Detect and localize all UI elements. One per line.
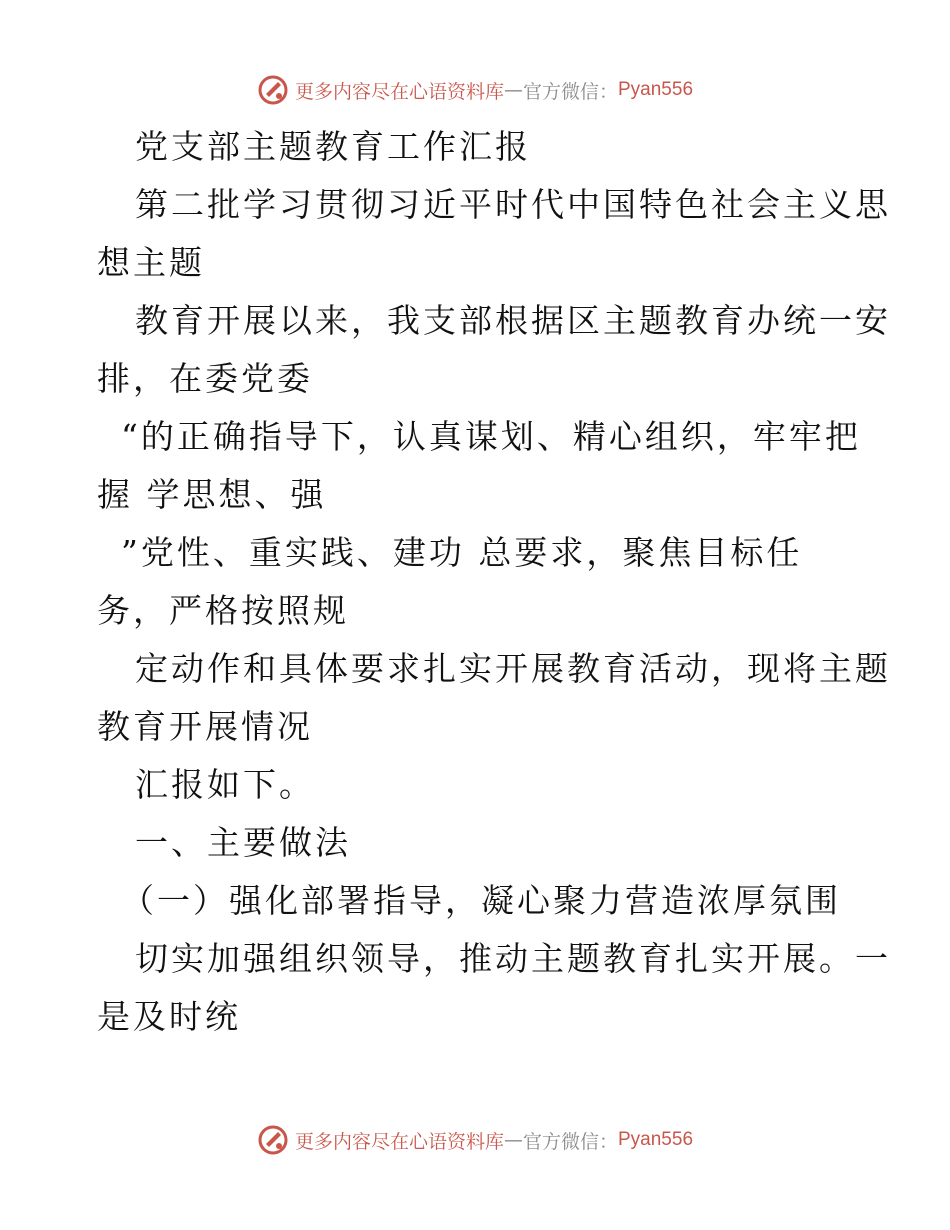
paragraph-line: 定动作和具体要求扎实开展教育活动，现将主题 [135,649,891,688]
paragraph-line: 教育开展以来，我支部根据区主题教育办统一安 [135,301,891,340]
brand-logo-icon [257,1124,289,1156]
paragraph-line: 想主题 [97,243,205,282]
footer-wechat-label: 官方微信： [522,1130,618,1153]
document-title: 党支部主题教育工作汇报 [135,127,531,166]
header-wechat-label: 官方微信： [522,80,618,103]
document-body [97,118,891,1046]
header-wechat-id: Pyan556 [618,79,694,100]
paragraph-line: 务，严格按照规 [97,591,349,630]
footer-wechat-id: Pyan556 [618,1129,694,1150]
paragraph-line: ”党性、重实践、建功 总要求，聚焦目标任 [121,533,803,572]
footer-dash: — [503,1129,523,1151]
paragraph-line: 切实加强组织领导，推动主题教育扎实开展。一 [135,939,891,978]
header-watermark [0,70,950,110]
paragraph-line: “的正确指导下，认真谋划、精心组织，牢牢把 [121,417,861,456]
footer-watermark [0,1120,950,1160]
subsection-heading: （一）强化部署指导，凝心聚力营造浓厚氛围 [121,881,841,920]
paragraph-line: 握 学思想、强 [97,475,327,514]
paragraph-line: 汇报如下。 [135,765,315,804]
footer-brand-text: 更多内容尽在心语资料库 [294,1130,504,1153]
paragraph-line: 教育开展情况 [97,707,313,746]
paragraph-line: 排，在委党委 [97,359,313,398]
section-heading: 一、主要做法 [135,823,351,862]
paragraph-line: 第二批学习贯彻习近平时代中国特色社会主义思 [135,185,891,224]
paragraph-line: 是及时统 [97,997,241,1036]
brand-logo-icon [257,74,289,106]
header-dash: — [503,79,523,101]
header-brand-text: 更多内容尽在心语资料库 [294,80,504,103]
